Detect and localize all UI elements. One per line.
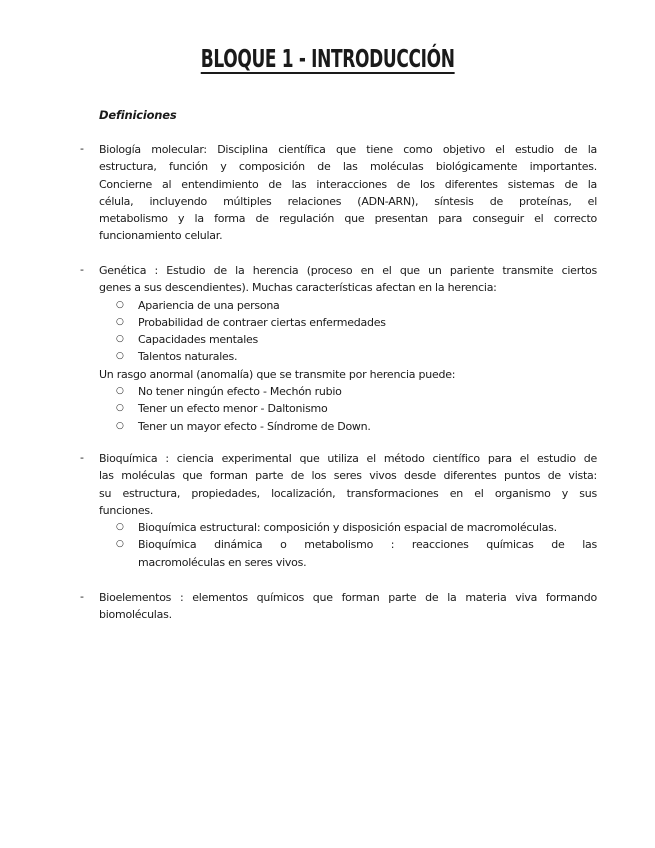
circle-bullet-icon: ○ (116, 539, 124, 550)
definition-text (99, 141, 597, 245)
text-line: Bioquímica : ciencia experimental que utiliza el método científico para el estudio de (99, 452, 597, 465)
sub-list (99, 519, 597, 571)
definitions-heading: Definiciones (99, 108, 177, 122)
circle-bullet-icon: ○ (116, 420, 124, 431)
list-item: ○ Talentos naturales. (99, 348, 597, 365)
list-dash: - (80, 142, 84, 155)
list-item: ○ Capacidades mentales (99, 331, 597, 348)
text-line: Un rasgo anormal (anomalía) que se transmite por herencia puede: (99, 367, 456, 381)
circle-bullet-icon: ○ (116, 386, 124, 397)
list-item: ○ Apariencia de una persona (99, 297, 597, 314)
text-line: su estructura, propiedades, localización, transformaciones en el organismo y sus (99, 486, 597, 500)
text-line: biomoléculas. (99, 608, 172, 622)
circle-bullet-icon: ○ (116, 351, 124, 362)
list-item: ○ No tener ningún efecto - Mechón rubio (99, 383, 597, 400)
page-title-text: BLOQUE 1 - INTRODUCCIÓN (200, 44, 455, 73)
definition-text (99, 589, 597, 624)
list-item: ○ Tener un efecto menor - Daltonismo (99, 400, 597, 417)
text-line: estructura, función y composición de las moléculas biológicamente importantes. (99, 160, 597, 174)
circle-bullet-icon: ○ (116, 403, 124, 414)
list-item: ○ Bioquímica dinámica o metabolismo : reacciones químicas de las macromoléculas en seres vivos. (116, 538, 597, 569)
text-line: Concierne al entendimiento de las interacciones de los diferentes sistemas de la (99, 177, 597, 191)
circle-bullet-icon: ○ (116, 522, 124, 533)
circle-bullet-icon: ○ (116, 316, 124, 327)
text-line: funciones. (99, 503, 154, 517)
circle-bullet-icon: ○ (116, 299, 124, 310)
circle-bullet-icon: ○ (116, 334, 124, 345)
list-dash: - (80, 263, 84, 276)
text-line: las moléculas que forman parte de los seres vivos desde diferentes puntos de vista: (99, 469, 597, 483)
sub-list (99, 383, 597, 435)
list-dash: - (80, 451, 84, 464)
definition-text (99, 262, 597, 435)
list-item: ○ Tener un mayor efecto - Síndrome de Down. (99, 418, 597, 435)
list-item: ○ Probabilidad de contraer ciertas enfermedades (99, 314, 597, 331)
sub-list (99, 297, 597, 366)
text-line: metabolismo y la forma de regulación que presentan para conseguir el correcto (99, 212, 597, 226)
list-dash: - (80, 590, 84, 603)
text-line: funcionamiento celular. (99, 229, 223, 243)
text-line: Genética : Estudio de la herencia (proceso en el que un pariente transmite ciertos (99, 264, 597, 277)
text-line: Biología molecular: Disciplina científica que tiene como objetivo el estudio de la (99, 143, 597, 156)
page-title (0, 44, 655, 73)
text-line: genes a sus descendientes). Muchas características afectan en la herencia: (99, 281, 497, 295)
text-line: célula, incluyendo múltiples relaciones (ADN-ARN), síntesis de proteínas, el (99, 194, 597, 208)
list-item: ○ Bioquímica estructural: composición y disposición espacial de macromoléculas. (99, 519, 597, 536)
definition-text (99, 450, 597, 571)
text-line: Bioelementos : elementos químicos que forman parte de la materia viva formando (99, 591, 597, 604)
